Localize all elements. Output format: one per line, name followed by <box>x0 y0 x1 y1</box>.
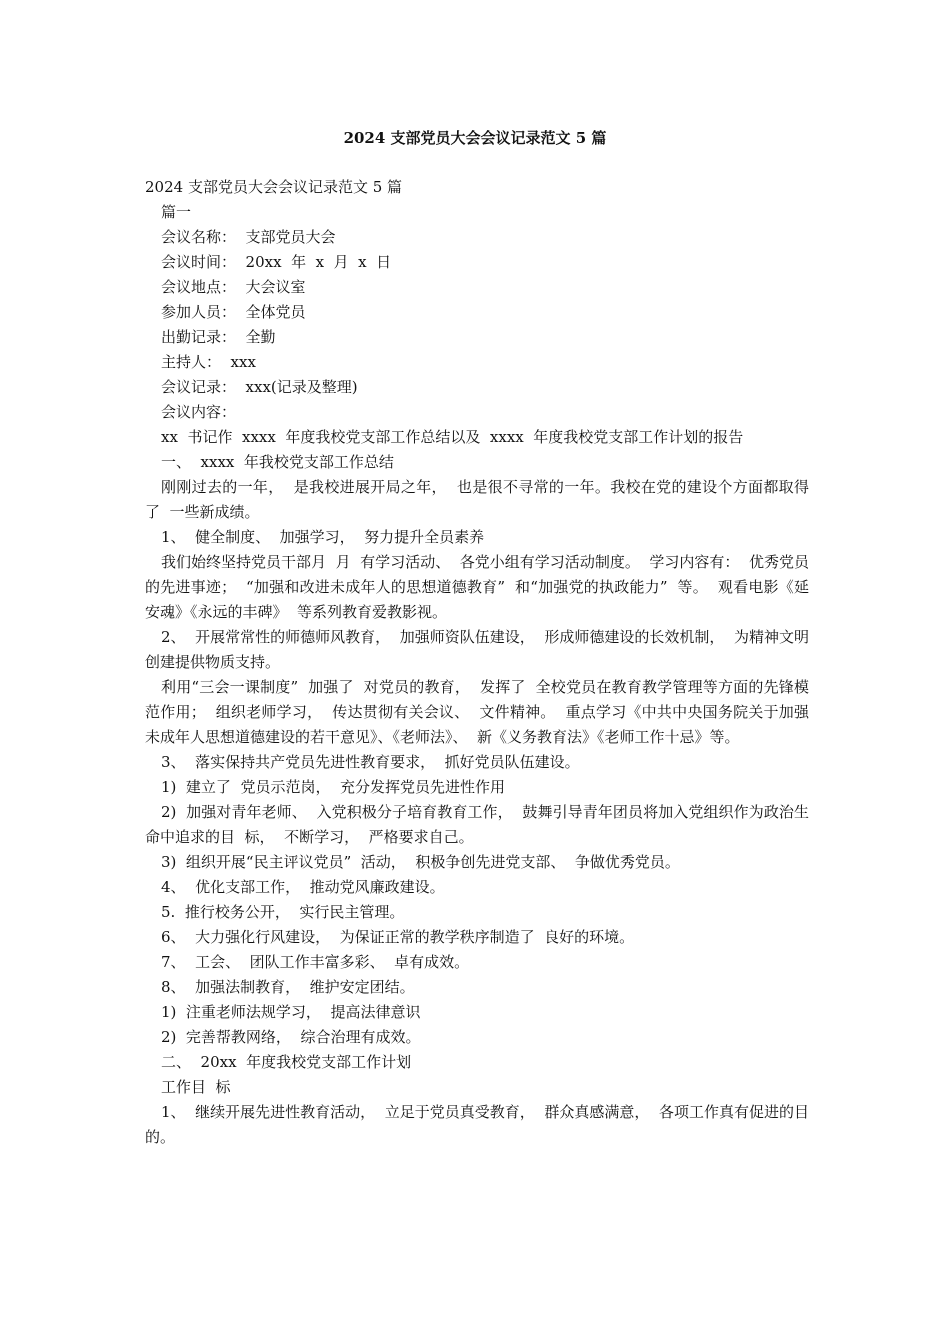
section-heading-plan: 二、 20xx 年度我校党支部工作计划 <box>161 1053 412 1071</box>
paragraph: 我们始终坚持党员干部月 月 有学习活动、 各党小组有学习活动制度。 学习内容有： 优秀党员的先进事迹； “加强和改进未成年人的思想道德教育” 和“加强党的执政能力” 等。 观看电影《延安魂》《永远的丰碑》 等系列教育爱教影视。 <box>145 553 809 621</box>
host-line: 主持人： xxx <box>161 353 256 371</box>
sub-list-item: 1) 建立了 党员示范岗， 充分发挥党员先进性作用 <box>161 778 506 796</box>
content-label-line: 会议内容： <box>161 403 237 421</box>
sub-list-item: 1) 注重老师法规学习， 提高法律意识 <box>161 1003 421 1021</box>
report-line: xx 书记作 xxxx 年度我校党支部工作总结以及 xxxx 年度我校党支部工作计划的报告 <box>161 428 744 446</box>
paragraph: 刚刚过去的一年， 是我校进展开局之年， 也是很不寻常的一年。我校在党的建设个方面都取得了 一些新成绩。 <box>145 478 809 521</box>
meeting-time-line: 会议时间： 20xx 年 x 月 x 日 <box>161 253 392 271</box>
section-heading-summary: 一、 xxxx 年我校党支部工作总结 <box>161 453 394 471</box>
sub-list-item: 3) 组织开展“民主评议党员” 活动， 积极争创先进党支部、 争做优秀党员。 <box>161 853 680 871</box>
attendees-line: 参加人员： 全体党员 <box>161 303 306 321</box>
document-title: 2024 支部党员大会会议记录范文 5 篇 <box>343 129 607 147</box>
document-heading: 2024 支部党员大会会议记录范文 5 篇 <box>145 178 403 196</box>
paragraph: 利用“三会一课制度” 加强了 对党员的教育， 发挥了 全校党员在教育教学管理等方面的先锋模范作用； 组织老师学习， 传达贯彻有关会议、 文件精神。 重点学习《中共中央国务院关于加强未成年人思想道德建设的若干意见》、《老师法》、 新《义务教育法》《老师工作十忌》等。 <box>145 678 809 746</box>
sub-list-item: 2) 加强对青年老师、 入党积极分子培育教育工作， 鼓舞引导青年团员将加入党组织作为政治生命中追求的目 标， 不断学习， 严格要求自己。 <box>145 803 809 846</box>
recorder-line: 会议记录： xxx(记录及整理) <box>161 378 358 396</box>
meeting-location-line: 会议地点： 大会议室 <box>161 278 306 296</box>
list-item: 8、 加强法制教育， 维护安定团结。 <box>161 978 415 996</box>
list-item: 7、 工会、 团队工作丰富多彩、 卓有成效。 <box>161 953 470 971</box>
attendance-line: 出勤记录： 全勤 <box>161 328 276 346</box>
list-item: 4、 优化支部工作， 推动党风廉政建设。 <box>161 878 445 896</box>
list-item: 6、 大力强化行风建设， 为保证正常的教学秩序制造了 良好的环境。 <box>161 928 635 946</box>
list-item: 1、 健全制度、 加强学习， 努力提升全员素养 <box>161 528 485 546</box>
list-item: 5. 推行校务公开， 实行民主管理。 <box>161 903 405 921</box>
meeting-name-line: 会议名称： 支部党员大会 <box>161 228 336 246</box>
section-label: 篇一 <box>161 203 192 221</box>
list-item: 2、 开展常常性的师德师风教育， 加强师资队伍建设， 形成师德建设的长效机制， 为精神文明创建提供物质支持。 <box>145 628 809 671</box>
list-item: 3、 落实保持共产党员先进性教育要求， 抓好党员队伍建设。 <box>161 753 580 771</box>
sub-heading-goals: 工作目 标 <box>161 1078 231 1096</box>
list-item: 1、 继续开展先进性教育活动， 立足于党员真受教育， 群众真感满意， 各项工作真有促进的目 的。 <box>145 1103 819 1146</box>
document-body <box>145 175 819 1150</box>
sub-list-item: 2) 完善帮教网络， 综合治理有成效。 <box>161 1028 421 1046</box>
